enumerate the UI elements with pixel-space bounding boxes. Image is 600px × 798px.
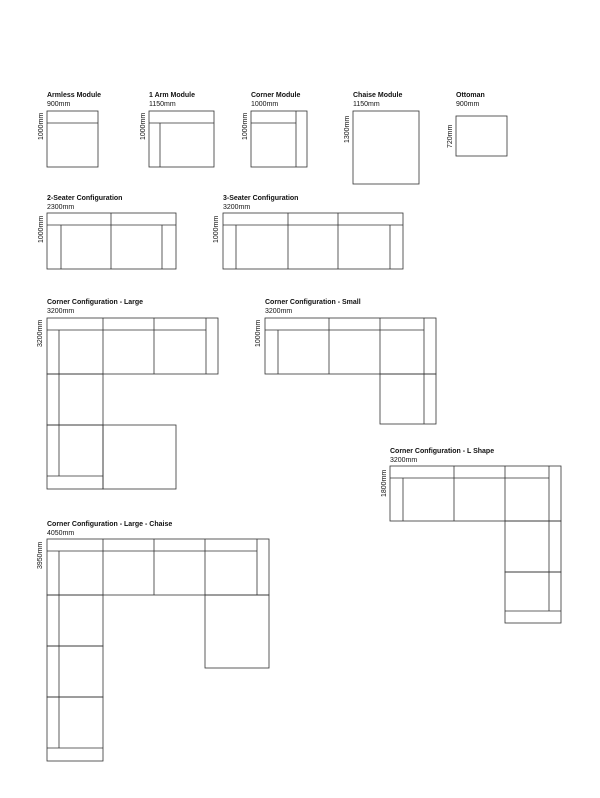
corner-l-shape-title: Corner Configuration - L Shape xyxy=(390,448,495,455)
one-arm-module-width: 1150mm xyxy=(149,101,176,108)
two-seater-depth: 1000mm xyxy=(38,215,45,243)
armless-module-drawing xyxy=(47,111,98,167)
ottoman-width: 900mm xyxy=(456,101,480,108)
corner-large-chaise-width: 4050mm xyxy=(47,530,75,537)
two-seater-width: 2300mm xyxy=(47,204,75,211)
two-seater-title: 2-Seater Configuration xyxy=(47,195,123,202)
corner-l-shape-drawing xyxy=(390,466,561,623)
armless-module-depth: 1000mm xyxy=(38,112,45,140)
corner-module-title: Corner Module xyxy=(251,92,301,99)
corner-large-chaise-depth: 3950mm xyxy=(37,541,44,569)
corner-small-width: 3200mm xyxy=(265,308,293,315)
corner-large-drawing xyxy=(47,318,218,489)
three-seater-width: 3200mm xyxy=(223,204,251,211)
chaise-module-title: Chaise Module xyxy=(353,92,403,99)
corner-large-chaise-drawing xyxy=(47,539,269,761)
corner-l-shape-width: 3200mm xyxy=(390,457,418,464)
armless-module-width: 900mm xyxy=(47,101,71,108)
corner-l-shape-depth: 1800mm xyxy=(381,469,388,497)
armless-module-title: Armless Module xyxy=(47,92,102,99)
ottoman-depth: 720mm xyxy=(447,124,454,148)
corner-large-width: 3200mm xyxy=(47,308,75,315)
three-seater-drawing xyxy=(223,213,403,269)
corner-module-width: 1000mm xyxy=(251,101,279,108)
ottoman-drawing xyxy=(456,116,507,156)
one-arm-module-drawing xyxy=(149,111,214,167)
two-seater-drawing xyxy=(47,213,176,269)
corner-small-drawing xyxy=(265,318,436,424)
chaise-module-width: 1150mm xyxy=(353,101,380,108)
three-seater-depth: 1000mm xyxy=(213,215,220,243)
corner-large-depth: 3200mm xyxy=(37,319,44,347)
corner-large-chaise-title: Corner Configuration - Large - Chaise xyxy=(47,521,173,528)
corner-module-drawing xyxy=(251,111,307,167)
three-seater-title: 3-Seater Configuration xyxy=(223,195,299,202)
chaise-module-depth: 1300mm xyxy=(344,115,351,143)
corner-module-depth: 1000mm xyxy=(242,112,249,140)
one-arm-module-depth: 1000mm xyxy=(140,112,147,140)
one-arm-module-title: 1 Arm Module xyxy=(149,92,196,99)
corner-large-title: Corner Configuration - Large xyxy=(47,299,144,306)
ottoman-title: Ottoman xyxy=(456,92,485,99)
corner-small-depth: 1000mm xyxy=(255,319,262,347)
chaise-module-drawing xyxy=(353,111,419,184)
corner-small-title: Corner Configuration - Small xyxy=(265,299,361,306)
